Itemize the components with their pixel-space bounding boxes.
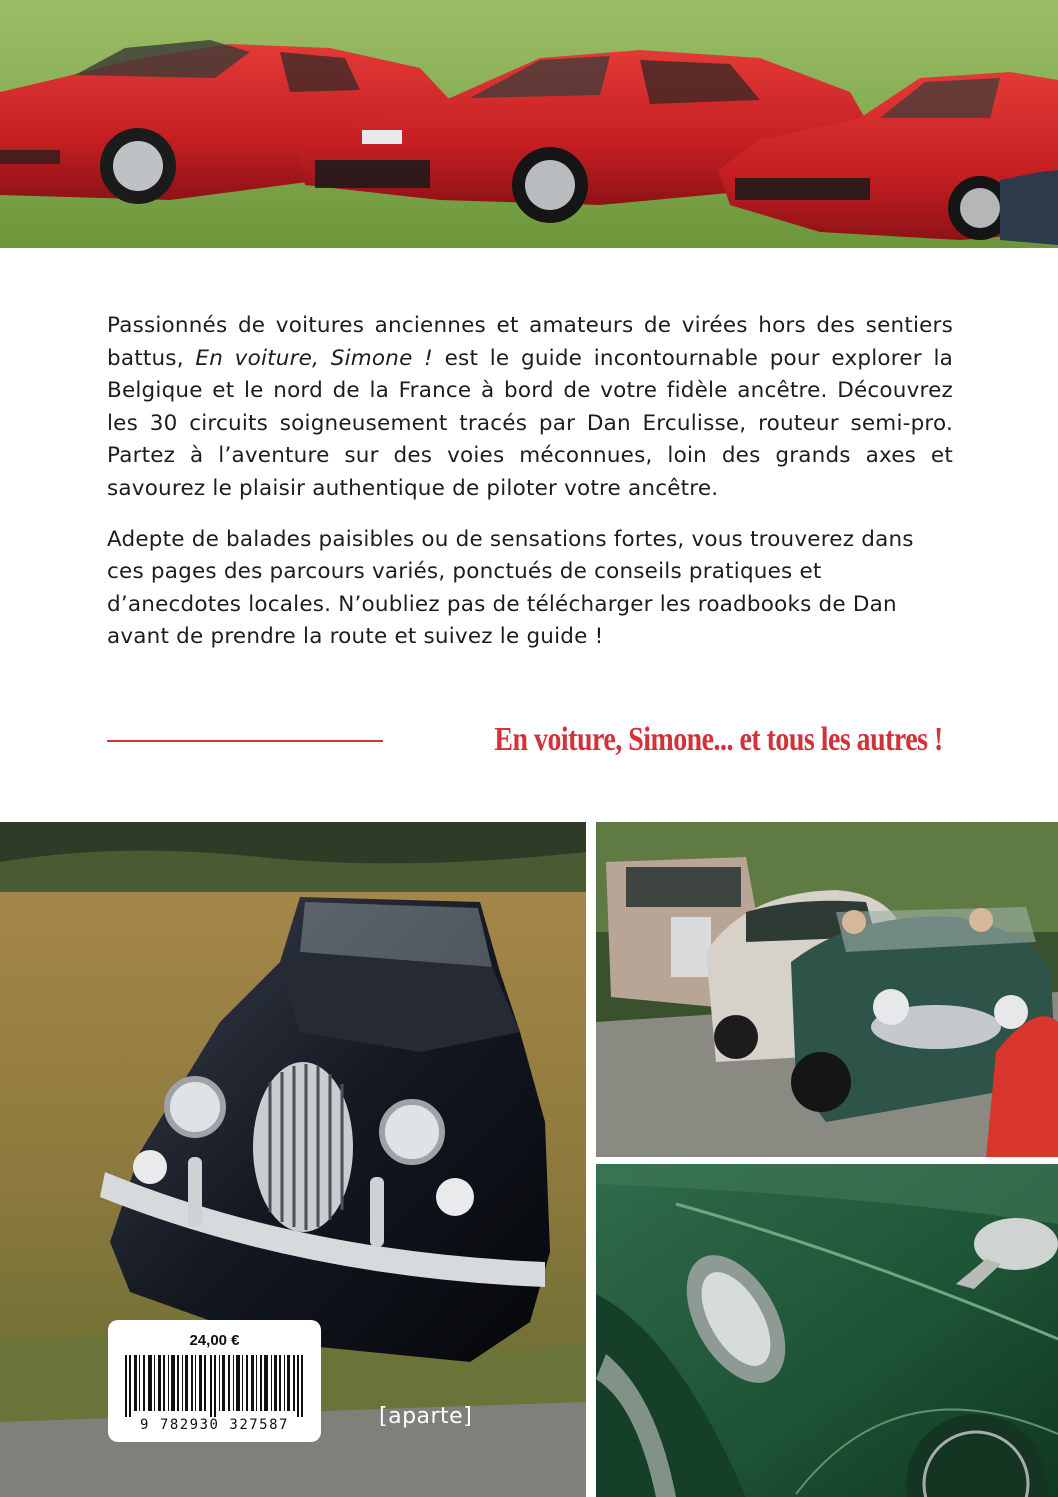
publisher-logo: [aparte] (379, 1404, 473, 1429)
photo-green-car-detail (596, 1164, 1058, 1497)
tagline-row (107, 718, 953, 762)
tagline-divider (107, 740, 383, 742)
top-photo-red-sports-cars (0, 0, 1058, 248)
blurb-paragraph-2: Adepte de balades paisibles ou de sensations fortes, vous trouverez dans ces pages des parcours variés, ponctués de conseils pratiques et d’anecdotes locales. N’oubliez pas de télécharger les roadbooks de Dan avant de prendre la route et suivez le guide ! (107, 526, 914, 650)
blurb-paragraph-1 (107, 310, 953, 506)
book-title-italic: En voiture, Simone ! (195, 345, 433, 371)
blurb-paragraph-1-end: est le guide incontournable pour explorer la Belgique et le nord de la France à bord de votre fidèle ancêtre. Découvrez les 30 circuits soigneusement tracés par Dan Erculisse, routeur semi-pro. Partez à l’aventure sur des voies méconnues, loin des grands axes et savourez le plaisir authentique de piloter votre ancêtre. (107, 345, 954, 501)
blurb-paragraph-1-start: Passionnés de voitures anciennes et amateurs de virées hors des sentiers battus, (107, 313, 953, 371)
red-cars-illustration (0, 0, 1058, 248)
tagline: En voiture, Simone... et tous les autres ! (494, 721, 943, 758)
price: 24,00 € (189, 1332, 240, 1349)
photo-classic-cars-rally (596, 822, 1058, 1157)
green-car-detail-illustration (596, 1164, 1058, 1497)
barcode-label (108, 1320, 321, 1442)
isbn-number: 9 782930 327587 (140, 1417, 289, 1433)
back-cover-blurb (107, 310, 953, 672)
classic-cars-rally-illustration (596, 822, 1058, 1157)
barcode-bars (125, 1355, 305, 1417)
